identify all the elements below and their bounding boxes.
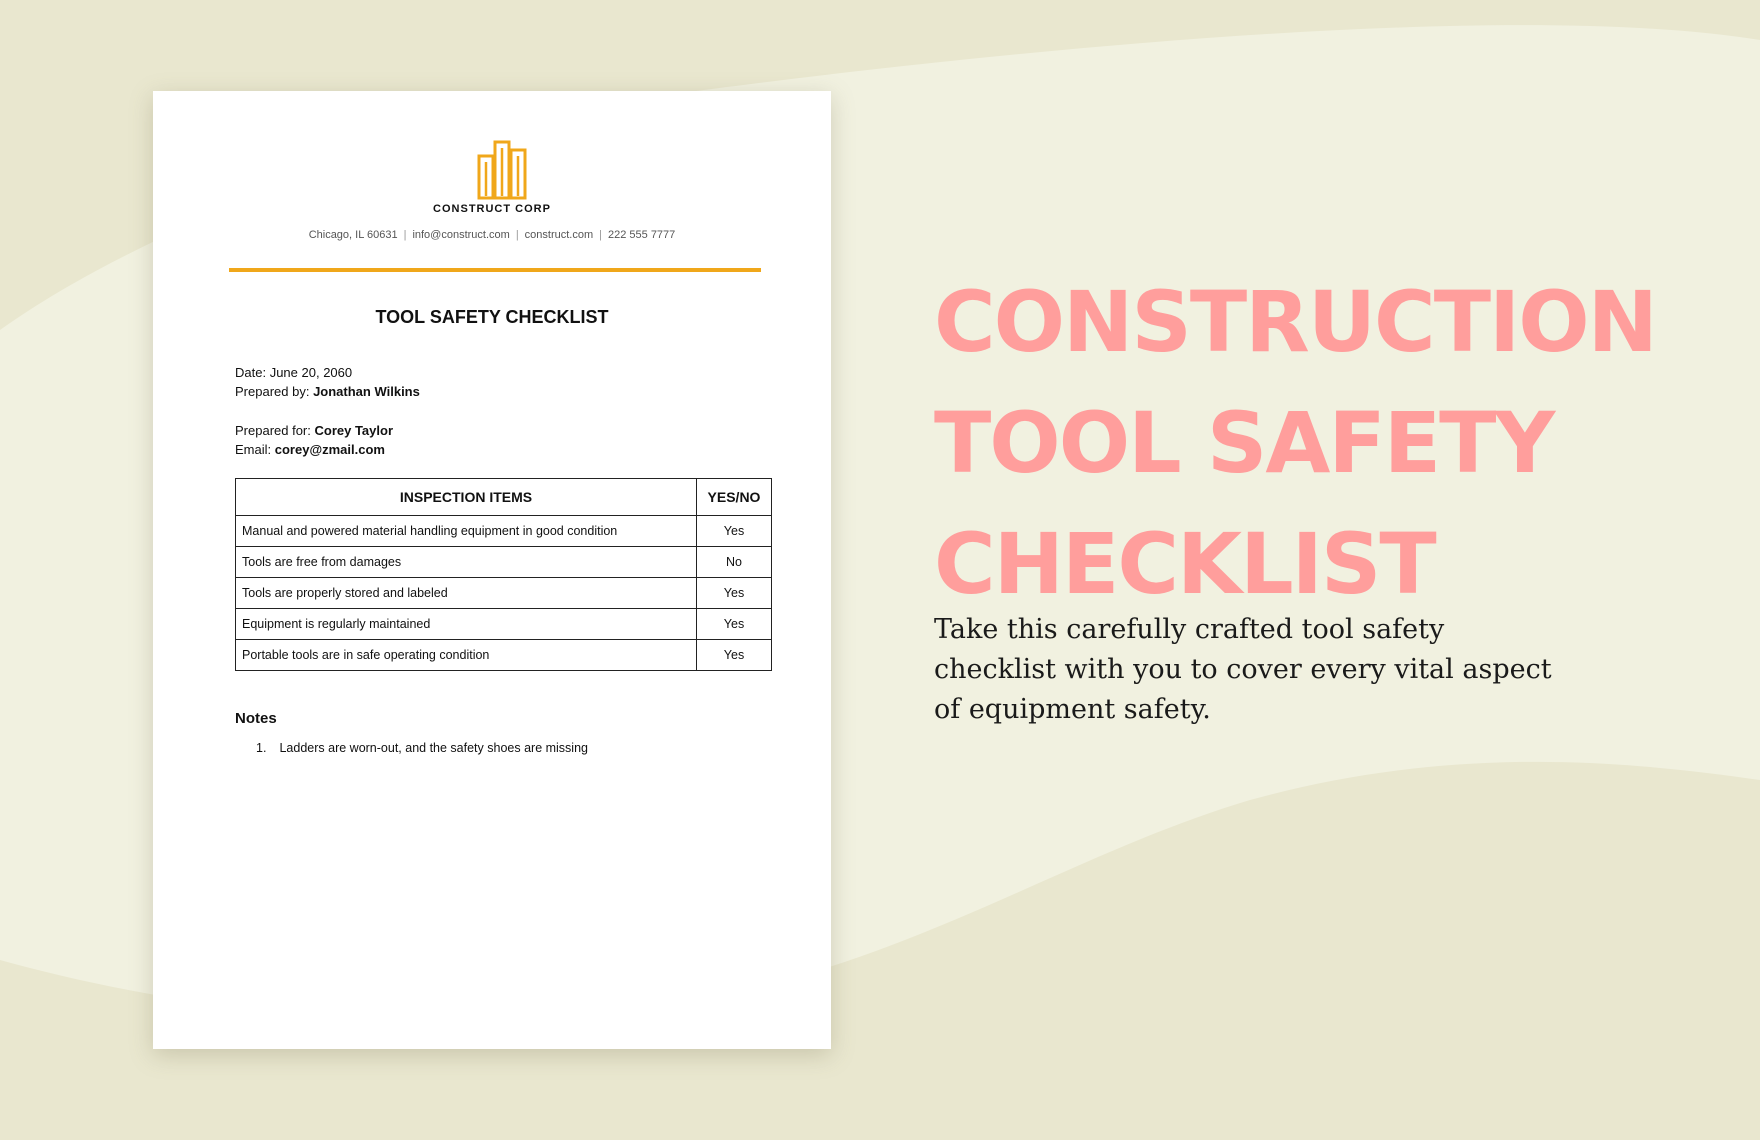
date-line: [235, 363, 420, 382]
table-row: [236, 547, 772, 578]
document-title: TOOL SAFETY CHECKLIST: [375, 307, 609, 327]
column-header-items: INSPECTION ITEMS: [236, 479, 697, 516]
contact-separator: |: [599, 229, 602, 241]
note-text: Ladders are worn-out, and the safety shoes are missing: [279, 741, 588, 755]
inspection-table: [235, 478, 772, 671]
prepared-for-label: Prepared for:: [235, 423, 311, 438]
notes-heading: Notes: [235, 710, 277, 727]
note-number: 1.: [256, 741, 267, 755]
column-header-yes-no: YES/NO: [697, 479, 772, 516]
inspection-answer: Yes: [697, 578, 772, 609]
hero-title: [934, 262, 1734, 625]
prepared-by-line: [235, 382, 420, 401]
contact-email: info@construct.com: [412, 229, 510, 241]
table-row: [236, 578, 772, 609]
contact-separator: |: [403, 229, 407, 241]
email-value: corey@zmail.com: [274, 442, 385, 457]
table-header-row: [236, 479, 772, 516]
prepared-for-line: [235, 421, 393, 440]
prepared-by-value: Jonathan Wilkins: [313, 384, 420, 399]
inspection-answer: Yes: [697, 609, 772, 640]
inspection-answer: No: [697, 547, 772, 578]
contact-phone: 222 555 7777: [608, 229, 676, 241]
hero-title-line: CHECKLIST: [934, 515, 1435, 613]
inspection-item: Portable tools are in safe operating condition: [236, 640, 697, 671]
table-row: [236, 516, 772, 547]
prepared-for-value: Corey Taylor: [314, 423, 394, 438]
table-row: [236, 640, 772, 671]
inspection-item: Manual and powered material handling equipment in good condition: [236, 516, 697, 547]
list-item: [256, 741, 588, 755]
notes-list: [256, 741, 588, 755]
inspection-item: Tools are free from damages: [236, 547, 697, 578]
document-preview: [153, 91, 831, 1049]
table-row: [236, 609, 772, 640]
building-logo-icon: [473, 136, 533, 200]
company-name: CONSTRUCT CORP: [433, 203, 551, 215]
header-divider: [229, 268, 761, 272]
date-value: June 20, 2060: [269, 365, 353, 380]
hero-description: Take this carefully crafted tool safety checklist with you to cover every vital aspect of equipment safety.: [934, 614, 1552, 725]
contact-address: Chicago, IL 60631: [308, 229, 398, 241]
contact-website: construct.com: [524, 229, 594, 241]
date-and-author-block: [235, 363, 420, 401]
inspection-item: Equipment is regularly maintained: [236, 609, 697, 640]
contact-separator: |: [515, 229, 519, 241]
inspection-answer: Yes: [697, 640, 772, 671]
prepared-by-label: Prepared by:: [235, 384, 310, 399]
hero-title-line: CONSTRUCTION: [934, 273, 1656, 371]
recipient-block: [235, 421, 393, 459]
inspection-answer: Yes: [697, 516, 772, 547]
email-label: Email:: [235, 442, 272, 457]
inspection-item: Tools are properly stored and labeled: [236, 578, 697, 609]
date-label: Date:: [235, 365, 267, 380]
email-line: [235, 440, 393, 459]
contact-line: [153, 229, 831, 241]
hero-title-line: TOOL SAFETY: [934, 394, 1554, 492]
